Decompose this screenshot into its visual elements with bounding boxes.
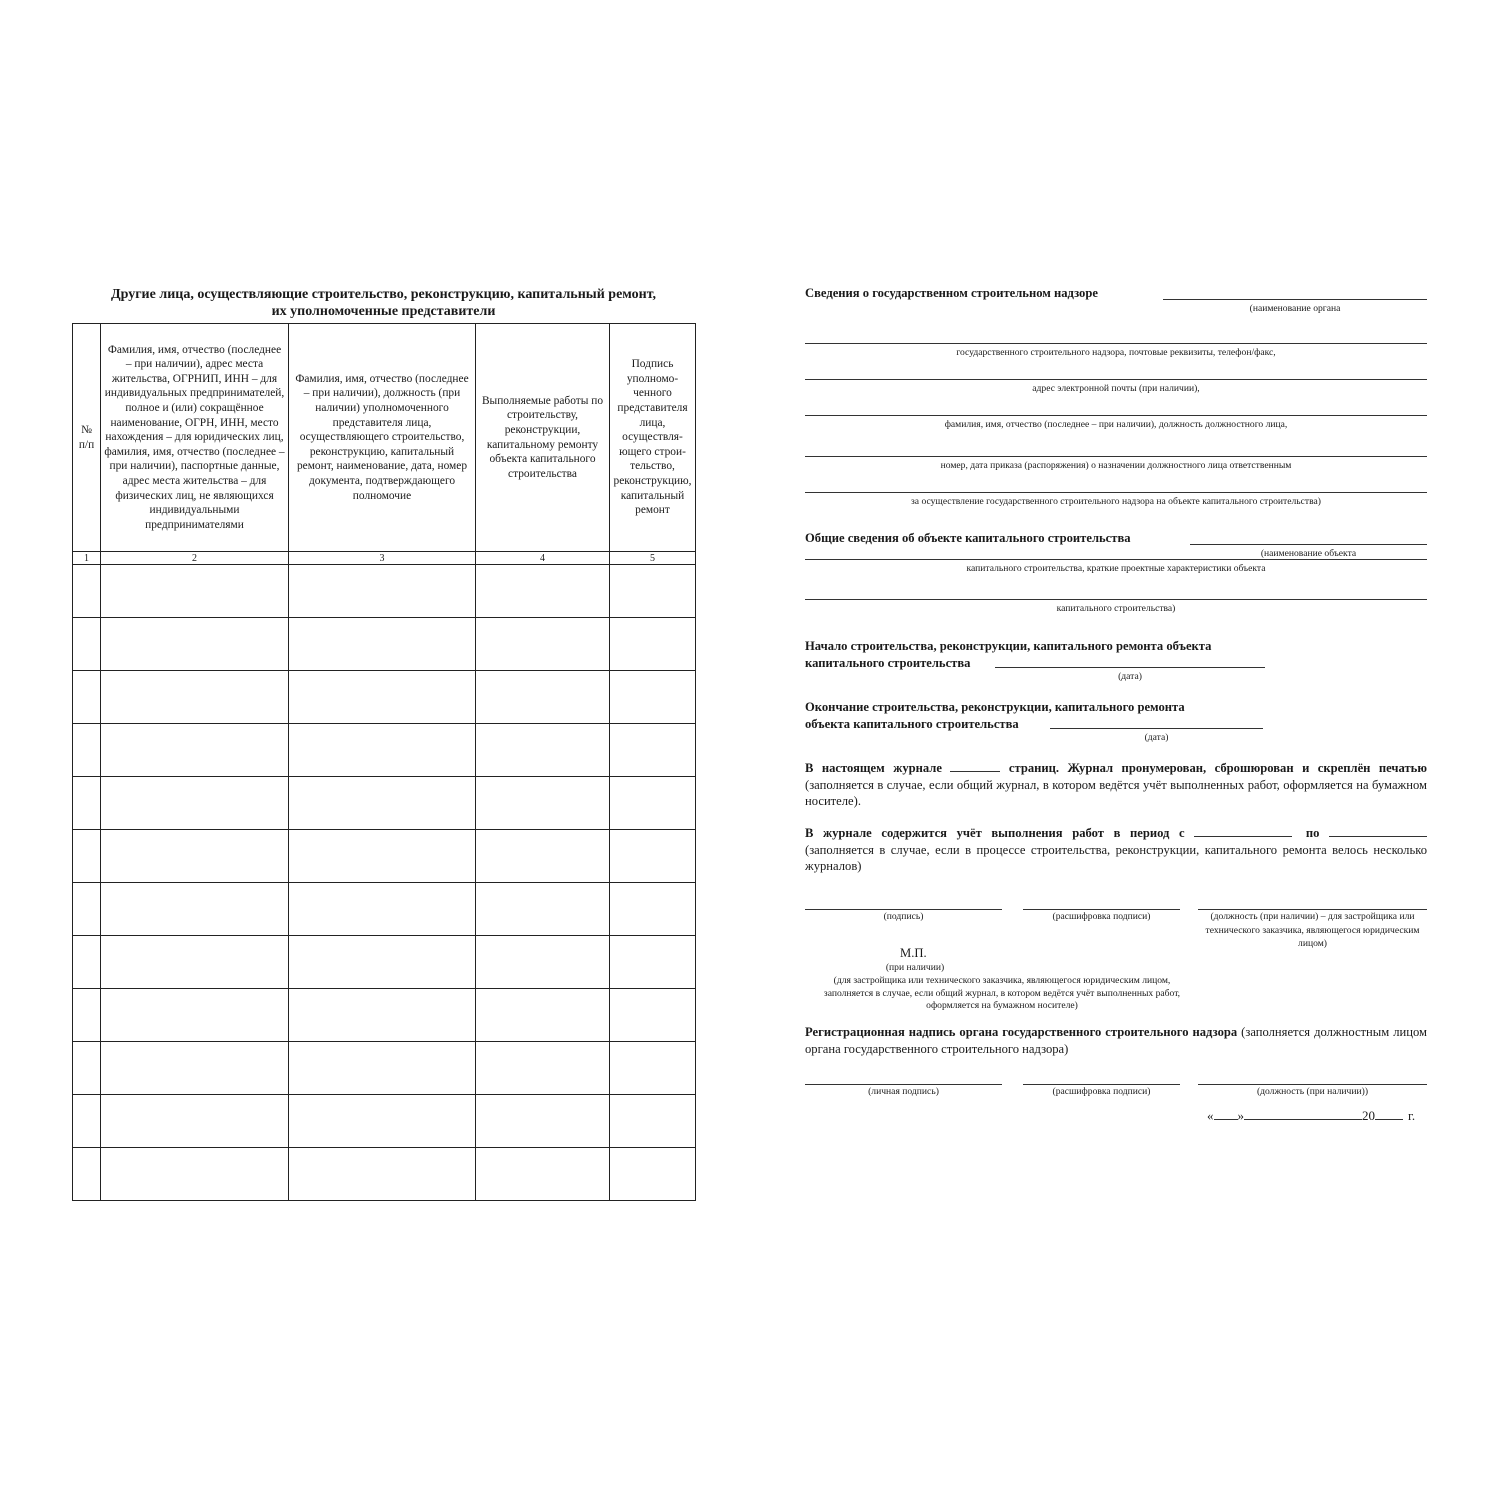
object-chars-line[interactable] <box>805 559 1427 560</box>
table-row <box>73 565 696 618</box>
table-cell[interactable] <box>476 1148 610 1201</box>
caption-fio: фамилия, имя, отчество (последнее – при наличии), должность должностного лица, <box>944 419 1288 430</box>
table-row <box>73 671 696 724</box>
table-cell[interactable] <box>610 671 696 724</box>
caption-object-chars: капитального строительства, краткие проектные характеристики объекта <box>966 563 1266 574</box>
table-cell[interactable] <box>73 777 101 830</box>
date-month-line[interactable] <box>1244 1108 1362 1120</box>
table-cell[interactable] <box>610 565 696 618</box>
table-cell[interactable] <box>101 883 289 936</box>
caption-signature: (подпись) <box>883 911 924 922</box>
table-cell[interactable] <box>73 671 101 724</box>
end-date-line[interactable] <box>1050 728 1263 729</box>
representatives-table <box>72 323 696 1201</box>
table-cell[interactable] <box>101 1095 289 1148</box>
table-cell[interactable] <box>476 989 610 1042</box>
journal-period-statement <box>805 825 1427 875</box>
organ-name-line[interactable] <box>1163 299 1427 300</box>
table-row <box>73 830 696 883</box>
table-cell[interactable] <box>101 830 289 883</box>
caption-reg-signature: (личная подпись) <box>868 1086 939 1097</box>
period-text-2: (заполняется в случае, если в процессе строительства, реконструкции, капитального ремонта велось несколько журналов) <box>805 842 1427 873</box>
table-row <box>73 618 696 671</box>
header-person-info: Фамилия, имя, отчество (последнее – при наличии), адрес места жительства, ОГРНИП, ИНН – для индивидуальных предпринимателей, полное и (или) сокращённое наименование, ОГРН, ИНН, место нахождения – для юридических лиц, фамилия, имя, отчество (последнее – при наличии), паспортные данные, адрес места жительства – для физических лиц, не являющихся индивидуальными предпринимателями <box>101 324 289 552</box>
table-cell[interactable] <box>73 565 101 618</box>
header-signature: Подпись уполномоченного представителя лица, осуществляющего строительство, реконструкцию, капитальный ремонт <box>610 324 696 552</box>
table-cell[interactable] <box>101 671 289 724</box>
column-number: 2 <box>101 552 289 565</box>
table-cell[interactable] <box>101 989 289 1042</box>
table-cell[interactable] <box>476 883 610 936</box>
caption-order: номер, дата приказа (распоряжения) о назначении должностного лица ответственным <box>940 460 1292 471</box>
supervision-heading: Сведения о государственном строительном надзоре <box>805 286 1098 300</box>
table-cell[interactable] <box>476 936 610 989</box>
table-cell[interactable] <box>610 830 696 883</box>
table-cell[interactable] <box>476 618 610 671</box>
header-works: Выполняемые работы по строительству, реконструкции, капитальному ремонту объекта капитального строительства <box>476 324 610 552</box>
table-cell[interactable] <box>476 565 610 618</box>
object-heading: Общие сведения об объекте капитального строительства <box>805 531 1131 545</box>
table-cell[interactable] <box>610 936 696 989</box>
table-row <box>73 1095 696 1148</box>
table-cell[interactable] <box>289 883 476 936</box>
pages-count-line[interactable] <box>950 760 1000 772</box>
table-cell[interactable] <box>289 1148 476 1201</box>
table-cell[interactable] <box>476 724 610 777</box>
table-cell[interactable] <box>289 830 476 883</box>
caption-postal: государственного строительного надзора, почтовые реквизиты, телефон/факс, <box>956 347 1276 358</box>
stamp-mp-sub: (при наличии) <box>885 962 945 973</box>
table-cell[interactable] <box>73 724 101 777</box>
table-cell[interactable] <box>101 777 289 830</box>
period-text-1: В журнале содержится учёт выполнения работ в период с <box>805 826 1185 840</box>
table-cell[interactable] <box>101 1148 289 1201</box>
table-cell[interactable] <box>73 989 101 1042</box>
left-page-title <box>72 286 695 320</box>
object-end-line[interactable] <box>805 599 1427 600</box>
date-day-line[interactable] <box>1214 1108 1238 1120</box>
email-line[interactable] <box>805 379 1427 380</box>
table-cell[interactable] <box>73 883 101 936</box>
caption-position: (должность (при наличии) – для застройщика или технического заказчика, являющегося юридическим лицом) <box>1205 911 1420 949</box>
table-cell[interactable] <box>476 1095 610 1148</box>
order-line[interactable] <box>805 456 1427 457</box>
table-cell[interactable] <box>101 1042 289 1095</box>
registration-text-1: Регистрационная надпись органа государственного строительного надзора <box>805 1025 1238 1039</box>
column-number: 1 <box>73 552 101 565</box>
table-cell[interactable] <box>610 1042 696 1095</box>
start-label-line-2: капитального строительства <box>805 655 971 670</box>
table-cell[interactable] <box>476 830 610 883</box>
table-cell[interactable] <box>101 936 289 989</box>
header-representative: Фамилия, имя, отчество (последнее – при наличии), должность (при наличии) уполномоченного представителя лица, осуществляющего строительство, реконструкцию, капитальный ремонт, наименование, дата, номер документа, подтверждающего полномочие <box>289 324 476 552</box>
table-cell[interactable] <box>289 618 476 671</box>
caption-reg-position: (должность (при наличии)) <box>1256 1086 1369 1097</box>
column-number-row <box>73 552 696 565</box>
table-cell[interactable] <box>610 724 696 777</box>
end-label-line-1: Окончание строительства, реконструкции, капитального ремонта <box>805 700 1185 714</box>
end-label-line-2: объекта капитального строительства <box>805 716 1019 731</box>
table-cell[interactable] <box>289 777 476 830</box>
table-cell[interactable] <box>73 830 101 883</box>
table-cell[interactable] <box>289 565 476 618</box>
caption-start-date: (дата) <box>1118 671 1142 682</box>
table-cell[interactable] <box>289 989 476 1042</box>
table-row <box>73 1148 696 1201</box>
table-cell[interactable] <box>476 1042 610 1095</box>
table-cell[interactable] <box>610 1148 696 1201</box>
registration-text-2: (заполняется должностным лицом органа государственного строительного надзора) <box>805 1025 1427 1056</box>
date-year-prefix: 20 <box>1362 1108 1375 1123</box>
table-cell[interactable] <box>289 724 476 777</box>
period-from-line[interactable] <box>1194 825 1292 837</box>
table-cell[interactable] <box>476 777 610 830</box>
table-row <box>73 724 696 777</box>
table-cell[interactable] <box>73 1095 101 1148</box>
caption-email: адрес электронной почты (при наличии), <box>1032 383 1200 394</box>
column-number: 5 <box>610 552 696 565</box>
stamp-note: (для застройщика или технического заказчика, являющегося юридическим лицом, заполняется в случае, если общий журнал, в котором ведётся учёт выполненных работ, оформляется на бумажном носителе) <box>823 975 1181 1011</box>
journal-text-1: В настоящем журнале <box>805 761 942 775</box>
caption-responsible: за осуществление государственного строительного надзора на объекте капитального строительства) <box>911 496 1321 507</box>
stamp-mp: М.П. <box>900 946 927 960</box>
table-row <box>73 777 696 830</box>
postal-line[interactable] <box>805 343 1427 344</box>
date-suffix: г. <box>1408 1108 1416 1123</box>
table-cell[interactable] <box>101 724 289 777</box>
registration-date <box>1207 1108 1415 1124</box>
table-row <box>73 883 696 936</box>
header-number: № п/п <box>73 324 101 552</box>
table-cell[interactable] <box>289 1042 476 1095</box>
caption-object-name: (наименование объекта <box>1260 548 1357 559</box>
table-cell[interactable] <box>289 671 476 724</box>
title-line-2: их уполномоченные представители <box>271 304 496 319</box>
caption-reg-decode: (расшифровка подписи) <box>1052 1086 1151 1097</box>
table-cell[interactable] <box>610 883 696 936</box>
table-cell[interactable] <box>610 989 696 1042</box>
left-page <box>72 286 695 564</box>
table-cell[interactable] <box>610 1095 696 1148</box>
table-cell[interactable] <box>101 618 289 671</box>
caption-end-date: (дата) <box>1144 732 1169 743</box>
table-row <box>73 989 696 1042</box>
journal-text-2: страниц. Журнал пронумерован, сброшюрован и скреплён печатью <box>1008 761 1427 775</box>
table-cell[interactable] <box>73 1148 101 1201</box>
column-number: 4 <box>476 552 610 565</box>
date-open-quote: « <box>1207 1108 1214 1123</box>
start-date-line[interactable] <box>995 667 1265 668</box>
journal-text-3: (заполняется в случае, если общий журнал, в котором ведётся учёт выполненных работ, оформляется на бумажном носителе). <box>805 777 1427 808</box>
date-year-line[interactable] <box>1375 1108 1403 1120</box>
table-cell[interactable] <box>610 777 696 830</box>
registration-statement <box>805 1024 1427 1057</box>
period-po: по <box>1305 826 1320 840</box>
responsible-line[interactable] <box>805 492 1427 493</box>
journal-pages-statement <box>805 760 1427 810</box>
table-cell[interactable] <box>73 1042 101 1095</box>
object-name-line[interactable] <box>1190 544 1427 545</box>
title-line-1: Другие лица, осуществляющие строительство, реконструкцию, капитальный ремонт, <box>110 287 657 302</box>
table-cell[interactable] <box>73 618 101 671</box>
table-cell[interactable] <box>73 936 101 989</box>
table-row <box>73 1042 696 1095</box>
caption-organ: (наименование органа <box>1249 303 1341 314</box>
period-to-line[interactable] <box>1329 825 1427 837</box>
table-cell[interactable] <box>289 936 476 989</box>
table-row <box>73 936 696 989</box>
fio-line[interactable] <box>805 415 1427 416</box>
table-cell[interactable] <box>101 565 289 618</box>
table-cell[interactable] <box>289 1095 476 1148</box>
date-close-quote: » <box>1237 1108 1244 1123</box>
table-cell[interactable] <box>610 618 696 671</box>
header-row <box>73 324 696 552</box>
start-label-line-1: Начало строительства, реконструкции, капитального ремонта объекта <box>805 639 1212 653</box>
column-number: 3 <box>289 552 476 565</box>
caption-object-end: капитального строительства) <box>1056 603 1176 614</box>
table-cell[interactable] <box>476 671 610 724</box>
caption-signature-decode: (расшифровка подписи) <box>1052 911 1151 922</box>
